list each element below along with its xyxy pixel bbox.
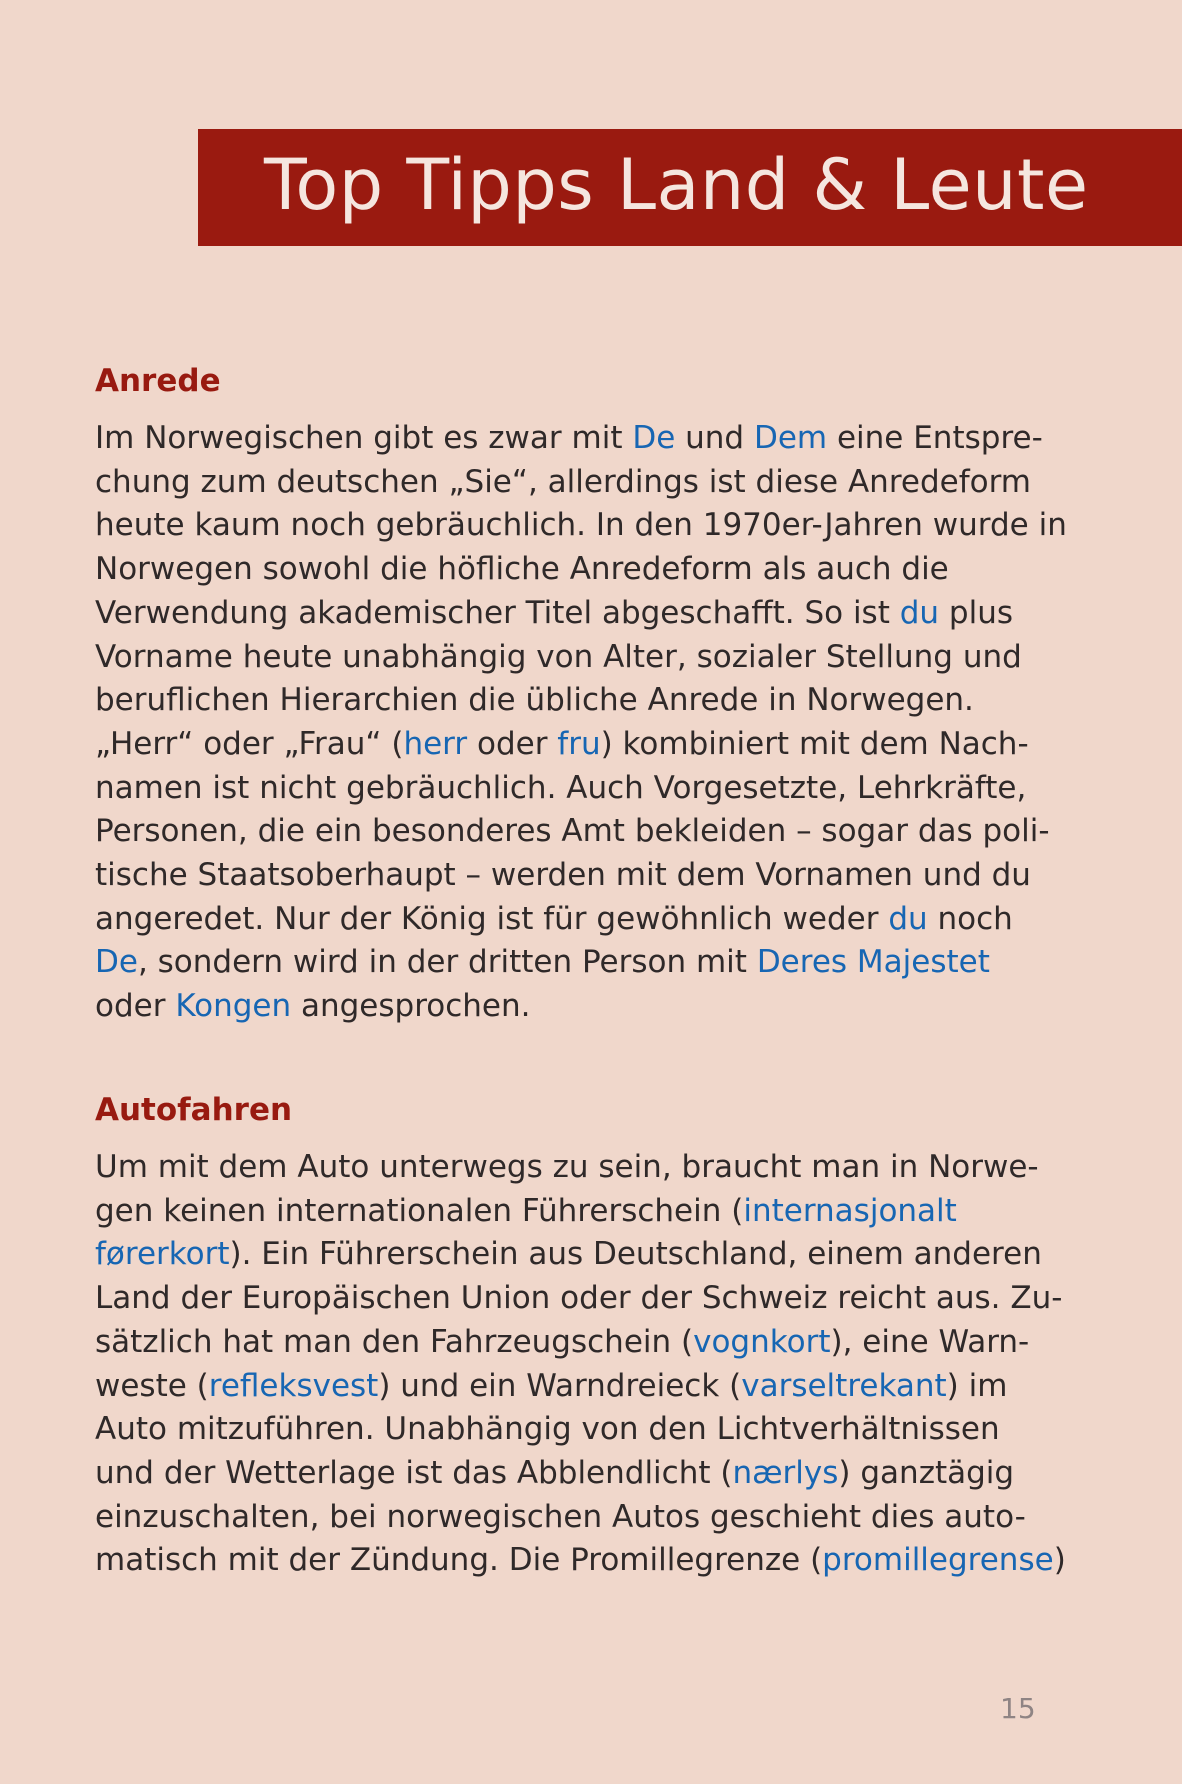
text-line — [95, 592, 1095, 636]
section-heading: Anrede — [95, 363, 221, 399]
text-segment: und — [675, 420, 754, 456]
text-line — [95, 417, 1095, 461]
text-segment: Auto mitzuführen. Unabhängig von den Lichtverhältnissen — [95, 1411, 1000, 1448]
norwegian-term: Dem — [753, 420, 828, 456]
text-line — [95, 1233, 1095, 1277]
text-line — [95, 1190, 1095, 1234]
text-line — [95, 1496, 1095, 1540]
text-segment: namen ist nicht gebräuchlich. Auch Vorgesetzte, Lehrkräfte, — [95, 769, 1027, 806]
text-line — [95, 941, 1095, 985]
text-segment: Vorname heute unabhängig von Alter, sozialer Stellung und — [95, 638, 1022, 675]
text-line — [95, 1452, 1095, 1496]
text-segment: gen keinen internationalen Führerschein ( — [95, 1192, 744, 1229]
text-line — [95, 1146, 1095, 1190]
text-line — [95, 679, 1095, 723]
text-segment: ) ganztägig — [838, 1454, 1015, 1491]
text-segment: Norwegen sowohl die höfliche Anredeform als auch die — [95, 551, 949, 588]
text-segment: „Herr“ oder „Frau“ ( — [95, 725, 404, 762]
text-segment: ) kombiniert mit dem Nach- — [600, 725, 1029, 762]
text-segment: noch — [927, 900, 1013, 937]
text-segment: und der Wetterlage ist das Abblendlicht ( — [95, 1454, 733, 1491]
text-segment: plus — [939, 594, 1013, 631]
text-segment: Personen, die ein besonderes Amt bekleiden – sogar das poli- — [95, 813, 1050, 850]
text-segment: heute kaum noch gebräuchlich. In den 1970er-Jahren wurde in — [95, 507, 1067, 544]
text-segment: chung zum deutschen „Sie“, allerdings ist diese Anredeform — [95, 463, 1031, 500]
norwegian-term: Kongen — [175, 988, 292, 1025]
norwegian-term: refleksvest — [208, 1367, 379, 1404]
norwegian-term: du — [888, 900, 928, 937]
section-autofahren — [95, 1090, 1095, 1583]
text-segment: Land der Europäischen Union oder der Schweiz reicht aus. Zu- — [95, 1280, 1063, 1317]
section-heading: Autofahren — [95, 1092, 293, 1128]
text-segment: ) im — [946, 1367, 1008, 1404]
text-line — [95, 636, 1095, 680]
text-segment: eine Entspre- — [827, 420, 1043, 456]
text-segment: ) — [1053, 1542, 1066, 1579]
text-segment: beruflichen Hierarchien die übliche Anrede in Norwegen. — [95, 682, 974, 719]
text-line — [95, 810, 1095, 854]
norwegian-term: nærlys — [732, 1454, 839, 1491]
norwegian-term: De — [95, 944, 138, 981]
text-line — [95, 767, 1095, 811]
text-segment: matisch mit der Zündung. Die Promillegrenze ( — [95, 1542, 823, 1579]
text-segment: Verwendung akademischer Titel abgeschafft. So ist — [95, 594, 900, 631]
norwegian-term: fru — [557, 725, 601, 762]
text-line — [95, 1408, 1095, 1452]
page-number: 15 — [1000, 1692, 1036, 1725]
text-segment: ) und ein Warndreieck ( — [378, 1367, 742, 1404]
text-segment: tische Staatsoberhaupt – werden mit dem Vornamen und du — [95, 857, 1031, 894]
norwegian-term: førerkort — [95, 1236, 230, 1273]
text-line — [95, 1365, 1095, 1409]
title-banner — [198, 129, 1182, 246]
text-segment: einzuschalten, bei norwegischen Autos geschieht dies auto- — [95, 1498, 1026, 1535]
text-line — [95, 985, 1095, 1029]
text-segment: angesprochen. — [291, 988, 531, 1025]
text-segment: ). Ein Führerschein aus Deutschland, einem anderen — [229, 1236, 1042, 1273]
text-line — [95, 898, 1095, 942]
norwegian-term: du — [899, 594, 940, 631]
text-segment: oder — [467, 725, 558, 762]
page-title: Top Tipps Land & Leute — [264, 144, 1089, 226]
text-line — [95, 504, 1095, 548]
section-body — [95, 1146, 1095, 1583]
text-line — [95, 1277, 1095, 1321]
norwegian-term: De — [632, 420, 676, 456]
text-segment: oder — [95, 988, 176, 1025]
section-body — [95, 417, 1095, 1029]
text-line — [95, 548, 1095, 592]
norwegian-term: varseltrekant — [741, 1367, 947, 1404]
text-segment: sätzlich hat man den Fahrzeugschein ( — [95, 1323, 694, 1360]
text-segment: , sondern wird in der dritten Person mit — [137, 944, 757, 981]
text-segment: angeredet. Nur der König ist für gewöhnlich weder — [95, 900, 889, 937]
text-segment: Im Norwegischen gibt es zwar mit — [95, 420, 633, 456]
text-line — [95, 1539, 1095, 1583]
norwegian-term: promillegrense — [822, 1542, 1054, 1579]
text-line — [95, 461, 1095, 505]
text-segment: ), eine Warn- — [830, 1323, 1030, 1360]
norwegian-term: internasjonalt — [743, 1192, 957, 1229]
norwegian-term: herr — [403, 725, 468, 762]
text-line — [95, 1321, 1095, 1365]
text-line — [95, 723, 1095, 767]
text-segment: weste ( — [95, 1367, 209, 1404]
norwegian-term: Deres Majestet — [756, 944, 990, 981]
section-anrede — [95, 361, 1095, 1029]
norwegian-term: vognkort — [693, 1323, 831, 1360]
text-segment: Um mit dem Auto unterwegs zu sein, braucht man in Norwe- — [95, 1149, 1039, 1185]
text-line — [95, 854, 1095, 898]
